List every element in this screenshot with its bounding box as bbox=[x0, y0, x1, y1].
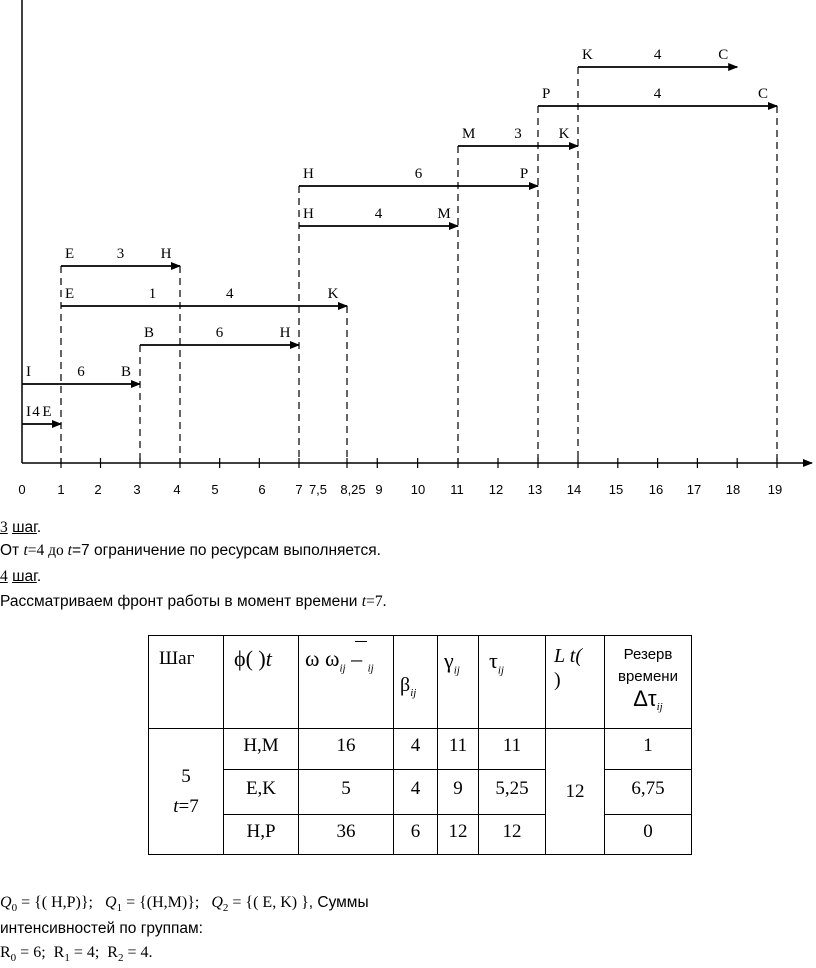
axis-tick-label: 13 bbox=[527, 482, 543, 497]
r2-sub: 2 bbox=[117, 952, 124, 965]
q-sets-line bbox=[0, 893, 369, 918]
job-duration-label: 4 bbox=[374, 206, 383, 222]
step4-heading: 4 шаг. bbox=[0, 568, 42, 585]
job-start-label: B bbox=[144, 325, 155, 341]
axis-tick-label: 11 bbox=[450, 482, 464, 497]
step4-number: 4 bbox=[0, 568, 8, 585]
L-value-cell: 12 bbox=[546, 729, 605, 855]
text-span: =4 до bbox=[27, 542, 68, 559]
t-var: t bbox=[361, 593, 367, 610]
reserve-cell: 6,75 bbox=[605, 770, 692, 815]
axis-tick-label: 0 bbox=[18, 482, 26, 497]
tau-cell: 12 bbox=[479, 815, 546, 855]
step3-heading: 3 шаг. bbox=[0, 519, 42, 536]
beta-symbol: β bbox=[400, 674, 411, 696]
step-cell bbox=[149, 729, 224, 855]
L-close: ) bbox=[554, 669, 561, 691]
axis-tick-label: 6 bbox=[258, 482, 266, 497]
table-header-row bbox=[149, 636, 692, 729]
r0-sub: 0 bbox=[10, 952, 17, 965]
axis-tick-label: 18 bbox=[725, 482, 741, 497]
pair-cell: H,P bbox=[224, 815, 299, 855]
q0: Q bbox=[0, 894, 12, 911]
header-beta bbox=[394, 636, 438, 729]
phi-symbol: ϕ( ) bbox=[234, 646, 266, 671]
table-row bbox=[149, 770, 692, 815]
tau-sub: ij bbox=[497, 664, 504, 677]
reserve-cell: 0 bbox=[605, 815, 692, 855]
job-end-label: M bbox=[437, 206, 451, 222]
beta-cell: 4 bbox=[394, 770, 438, 815]
axis-tick-label: 12 bbox=[488, 482, 504, 497]
r1-sub: 1 bbox=[64, 952, 70, 965]
header-L bbox=[546, 636, 605, 729]
reserve-word2: времени bbox=[618, 668, 678, 685]
step3-text bbox=[0, 541, 381, 561]
t-var: t bbox=[23, 542, 28, 559]
text-span: Рассматриваем фронт работы в момент времени bbox=[0, 593, 362, 610]
job-start-label: K bbox=[582, 47, 593, 63]
results-table bbox=[148, 635, 692, 855]
job-duration-label: 3 bbox=[116, 246, 125, 262]
job-end-label: C bbox=[757, 86, 769, 102]
job-duration-label: 6 bbox=[215, 325, 224, 341]
job-duration-label: 4 bbox=[32, 404, 40, 420]
omega-cell: 5 bbox=[299, 770, 394, 815]
text-span: От bbox=[0, 542, 24, 559]
r-values-line bbox=[0, 943, 152, 968]
reserve-word1: Резерв bbox=[623, 646, 673, 663]
step3-word: шаг bbox=[12, 519, 37, 536]
gamma-sub: ij bbox=[453, 664, 460, 677]
omega-symbols: ω ω bbox=[305, 646, 340, 671]
axis-tick-label: 2 bbox=[94, 482, 102, 497]
tau-cell: 11 bbox=[479, 729, 546, 770]
q1: Q bbox=[105, 894, 117, 911]
pair-cell: E,K bbox=[224, 770, 299, 815]
omega-sub2: ij bbox=[367, 662, 374, 675]
job-start-label: H bbox=[303, 166, 314, 182]
q1-value: = {(H,M)}; bbox=[122, 894, 212, 911]
table-row bbox=[149, 729, 692, 770]
job-duration-label: 1 bbox=[148, 286, 157, 302]
axis-tick-label: 8,25 bbox=[340, 482, 366, 497]
omega-sub: ij bbox=[339, 662, 346, 675]
r0-value: = 6; bbox=[16, 944, 54, 961]
dtau-sub: ij bbox=[656, 701, 663, 713]
tau-symbol: τ bbox=[489, 648, 498, 673]
q2-sub: 2 bbox=[222, 902, 229, 915]
job-end-label: H bbox=[160, 246, 172, 262]
header-gamma bbox=[438, 636, 479, 729]
job-duration-label: 4 bbox=[653, 47, 662, 63]
job-start-label: I bbox=[26, 364, 31, 380]
q0-value: = {( H,P)}; bbox=[17, 894, 105, 911]
axis-tick-label: 1 bbox=[57, 482, 65, 497]
axis-tick-label: 19 bbox=[767, 482, 783, 497]
text-span: =7 ограничение по ресурсам выполняется. bbox=[71, 542, 381, 559]
reserve-cell: 1 bbox=[605, 729, 692, 770]
job-start-label: P bbox=[542, 86, 551, 102]
step4-word: шаг bbox=[12, 568, 37, 585]
beta-cell: 4 bbox=[394, 729, 438, 770]
omega-cell: 16 bbox=[299, 729, 394, 770]
q2: Q bbox=[211, 894, 223, 911]
r1-value: = 4; bbox=[69, 944, 108, 961]
job-start-label: H bbox=[303, 206, 314, 222]
omega-cell: 36 bbox=[299, 815, 394, 855]
job-duration-label: 6 bbox=[77, 364, 85, 380]
axis-tick-label: 7 bbox=[295, 482, 303, 497]
axis-tick-label: 10 bbox=[410, 482, 426, 497]
beta-sub: ij bbox=[410, 687, 417, 699]
pair-cell: H,M bbox=[224, 729, 299, 770]
overbar bbox=[355, 641, 367, 642]
job-start-label: E bbox=[65, 246, 75, 262]
job-start-label: E bbox=[65, 286, 75, 302]
job-end-label: E bbox=[42, 404, 52, 420]
gamma-symbol: γ bbox=[444, 648, 454, 673]
job-start-label: I bbox=[26, 404, 31, 420]
job-end-label: K bbox=[327, 286, 339, 302]
job-start-label: M bbox=[462, 126, 476, 142]
gamma-cell: 12 bbox=[438, 815, 479, 855]
job-end-label: B bbox=[120, 364, 132, 380]
job-duration-label: 4 bbox=[653, 86, 662, 102]
gamma-cell: 9 bbox=[438, 770, 479, 815]
q-tail: , Суммы bbox=[308, 894, 369, 911]
axis-tick-label: 14 bbox=[566, 482, 582, 497]
phi-t: t bbox=[265, 646, 272, 671]
axis-tick-label: 5 bbox=[211, 482, 219, 497]
r1: R bbox=[53, 944, 65, 961]
axis-tick-label: 3 bbox=[133, 482, 141, 497]
job-end-label: P bbox=[519, 166, 529, 182]
job-duration-label: 3 bbox=[514, 126, 522, 142]
q0-sub: 0 bbox=[11, 902, 18, 915]
header-phi bbox=[224, 636, 299, 729]
job-end-label: C bbox=[718, 47, 729, 63]
q2-value: = {( E, K) } bbox=[228, 894, 309, 911]
axis-tick-label: 15 bbox=[608, 482, 624, 497]
job-duration-label: 4 bbox=[225, 286, 234, 302]
gamma-cell: 11 bbox=[438, 729, 479, 770]
job-duration-label: 6 bbox=[414, 166, 423, 182]
header-tau bbox=[479, 636, 546, 729]
r0: R bbox=[0, 944, 11, 961]
dtau-symbol: Δτ bbox=[633, 686, 657, 711]
axis-tick-label: 4 bbox=[173, 482, 181, 497]
r2-value: = 4. bbox=[123, 944, 153, 961]
axis-tick-label: 16 bbox=[648, 482, 664, 497]
step4-text bbox=[0, 592, 386, 612]
header-step: Шаг bbox=[149, 636, 224, 729]
table-row bbox=[149, 815, 692, 855]
L-t: t( bbox=[564, 645, 582, 667]
step-t: t bbox=[173, 795, 179, 817]
step-number: 5 bbox=[181, 765, 191, 787]
L-symbol: L bbox=[554, 645, 565, 667]
axis-tick-label: 17 bbox=[686, 482, 702, 497]
header-reserve bbox=[605, 636, 692, 729]
omega-minus: – bbox=[345, 646, 363, 671]
r2: R bbox=[107, 944, 118, 961]
tau-cell: 5,25 bbox=[479, 770, 546, 815]
step-t-value: =7 bbox=[178, 795, 199, 817]
step3-number: 3 bbox=[0, 519, 8, 536]
axis-tick-label: 9 bbox=[375, 482, 383, 497]
q1-sub: 1 bbox=[116, 902, 123, 915]
beta-cell: 6 bbox=[394, 815, 438, 855]
job-end-label: K bbox=[558, 126, 570, 142]
header-omega bbox=[299, 636, 394, 729]
t-var: t bbox=[67, 542, 72, 559]
job-end-label: H bbox=[279, 325, 291, 341]
sum-line: интенсивностей по группам: bbox=[0, 920, 203, 937]
axis-tick-label: 7,5 bbox=[308, 482, 328, 497]
text-span: =7. bbox=[366, 593, 387, 610]
